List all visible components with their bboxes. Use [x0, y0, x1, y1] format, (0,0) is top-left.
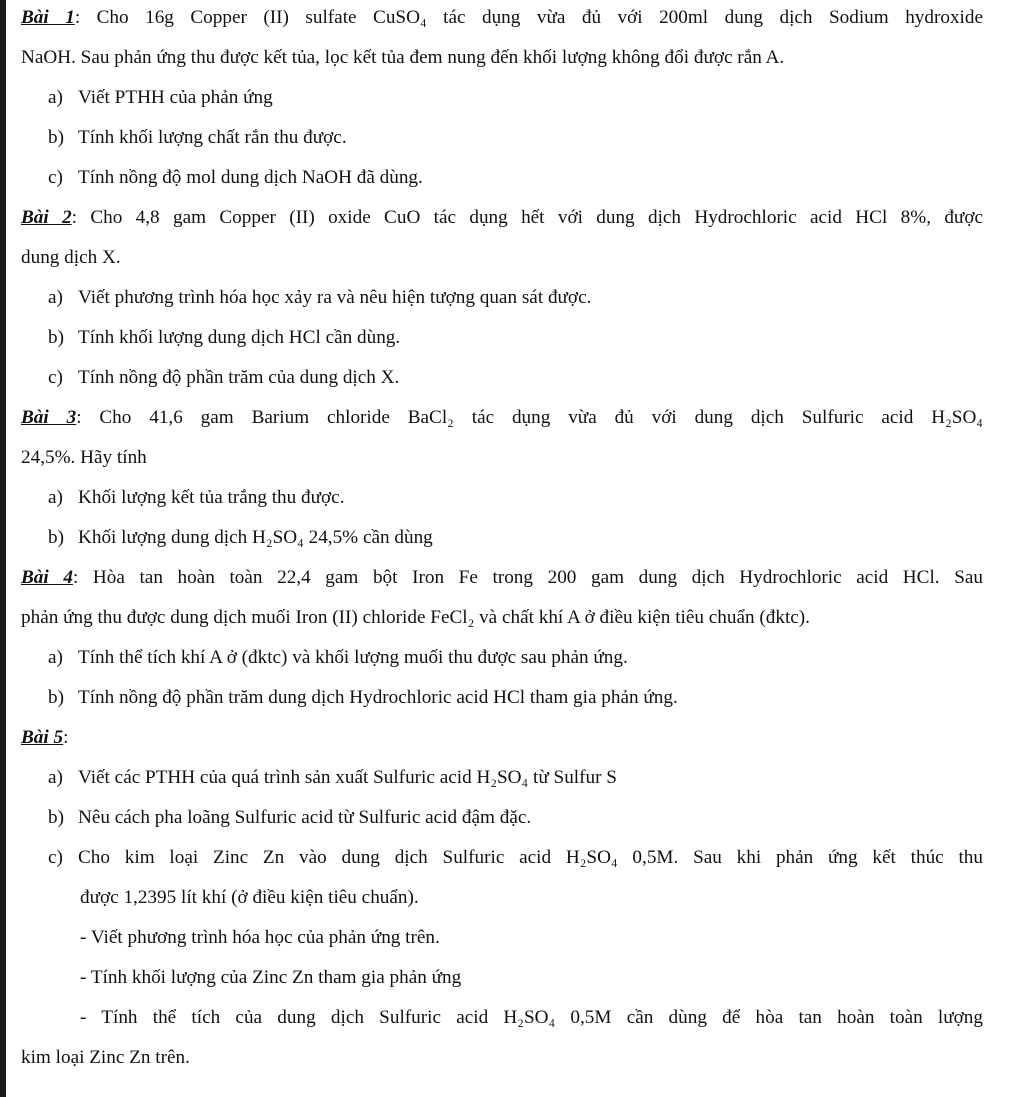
- bai4-title: Bài 4: [21, 567, 73, 588]
- bai1-text-1: : Cho 16g Copper (II) sulfate CuSO₄ tác dụng vừa đủ với 200ml dung dịch Sodium hydroxide: [74, 7, 983, 28]
- bai1-title: Bài 1: [21, 7, 75, 28]
- item-text: Tính nồng độ mol dung dịch NaOH đã dùng.: [78, 167, 423, 188]
- item-label: a): [48, 487, 63, 508]
- bai4-item-b: [48, 686, 678, 710]
- bai2-text-1: : Cho 4,8 gam Copper (II) oxide CuO tác dụng hết với dung dịch Hydrochloric acid HCl 8%, được: [71, 207, 983, 228]
- bai5-sub-item-2: - Tính khối lượng của Zinc Zn tham gia phản ứng: [80, 967, 462, 988]
- item-label: a): [48, 87, 63, 108]
- bai2-title: Bài 2: [21, 207, 72, 228]
- bai5-item-c: [48, 846, 983, 870]
- bai5-last-line: kim loại Zinc Zn trên.: [21, 1047, 190, 1068]
- item-text: Viết PTHH của phản ứng: [78, 87, 273, 108]
- item-label: b): [48, 807, 64, 828]
- bai4-line-1: [21, 566, 983, 590]
- item-label: b): [48, 687, 64, 708]
- item-text: Nêu cách pha loãng Sulfuric acid từ Sulfuric acid đậm đặc.: [78, 807, 532, 828]
- bai5-colon: :: [63, 727, 69, 748]
- bai2-item-b: [48, 326, 400, 350]
- bai5-item-c-line-2: được 1,2395 lít khí (ở điều kiện tiêu chuẩn).: [80, 887, 419, 908]
- bai2-line-2: dung dịch X.: [21, 247, 121, 268]
- bai3-text-1: : Cho 41,6 gam Barium chloride BaCl₂ tác dụng vừa đủ với dung dịch Sulfuric acid H₂SO₄: [76, 407, 983, 428]
- bai5-item-b: [48, 806, 531, 830]
- item-label: a): [48, 287, 63, 308]
- bai5-sub-item-3: - Tính thể tích của dung dịch Sulfuric acid H₂SO₄ 0,5M cần dùng để hòa tan hoàn toàn lượng: [80, 1007, 983, 1028]
- bai3-line-1: [21, 406, 983, 430]
- page-left-border: [0, 0, 6, 1097]
- bai5-item-a: [48, 766, 617, 790]
- bai1-item-c: [48, 166, 423, 190]
- item-label: a): [48, 767, 63, 788]
- bai3-title: Bài 3: [21, 407, 77, 428]
- item-text: Tính khối lượng chất rắn thu được.: [78, 127, 347, 148]
- bai1-item-b: [48, 126, 347, 150]
- bai4-line-2: phản ứng thu được dung dịch muối Iron (II) chloride FeCl₂ và chất khí A ở điều kiện tiêu chuẩn (đktc).: [21, 607, 810, 628]
- item-text: Khối lượng kết tủa trắng thu được.: [78, 487, 345, 508]
- bai3-item-b: [48, 526, 433, 550]
- bai5-title: Bài 5: [21, 727, 64, 748]
- item-text: Tính thể tích khí A ở (đktc) và khối lượng muối thu được sau phản ứng.: [78, 647, 628, 668]
- item-text: Cho kim loại Zinc Zn vào dung dịch Sulfuric acid H₂SO₄ 0,5M. Sau khi phản ứng kết thúc thu: [78, 847, 983, 868]
- bai2-item-c: [48, 366, 399, 390]
- item-label: c): [48, 847, 63, 868]
- item-label: b): [48, 327, 64, 348]
- item-text: Khối lượng dung dịch H₂SO₄ 24,5% cần dùng: [78, 527, 433, 548]
- bai1-line-1: [21, 6, 983, 30]
- bai4-item-a: [48, 646, 628, 670]
- bai2-item-a: [48, 286, 591, 310]
- bai1-line-2: NaOH. Sau phản ứng thu được kết tủa, lọc kết tủa đem nung đến khối lượng không đổi được rắn A.: [21, 47, 785, 68]
- item-text: Tính nồng độ phần trăm của dung dịch X.: [78, 367, 400, 388]
- item-text: Viết các PTHH của quá trình sản xuất Sulfuric acid H₂SO₄ từ Sulfur S: [78, 767, 617, 788]
- item-label: c): [48, 367, 63, 388]
- bai5-sub-item-1: - Viết phương trình hóa học của phản ứng trên.: [80, 927, 440, 948]
- bai4-text-1: : Hòa tan hoàn toàn 22,4 gam bột Iron Fe trong 200 gam dung dịch Hydrochloric acid HCl. Sau: [72, 567, 983, 588]
- bai3-line-2: 24,5%. Hãy tính: [21, 447, 147, 468]
- item-text: Viết phương trình hóa học xảy ra và nêu hiện tượng quan sát được.: [78, 287, 592, 308]
- bai2-line-1: [21, 206, 983, 230]
- item-label: c): [48, 167, 63, 188]
- item-label: b): [48, 527, 64, 548]
- bai3-item-a: [48, 486, 345, 510]
- bai1-item-a: [48, 86, 273, 110]
- item-label: a): [48, 647, 63, 668]
- bai5-line-1: [21, 726, 68, 750]
- item-label: b): [48, 127, 64, 148]
- item-text: Tính khối lượng dung dịch HCl cần dùng.: [78, 327, 401, 348]
- item-text: Tính nồng độ phần trăm dung dịch Hydrochloric acid HCl tham gia phản ứng.: [78, 687, 678, 708]
